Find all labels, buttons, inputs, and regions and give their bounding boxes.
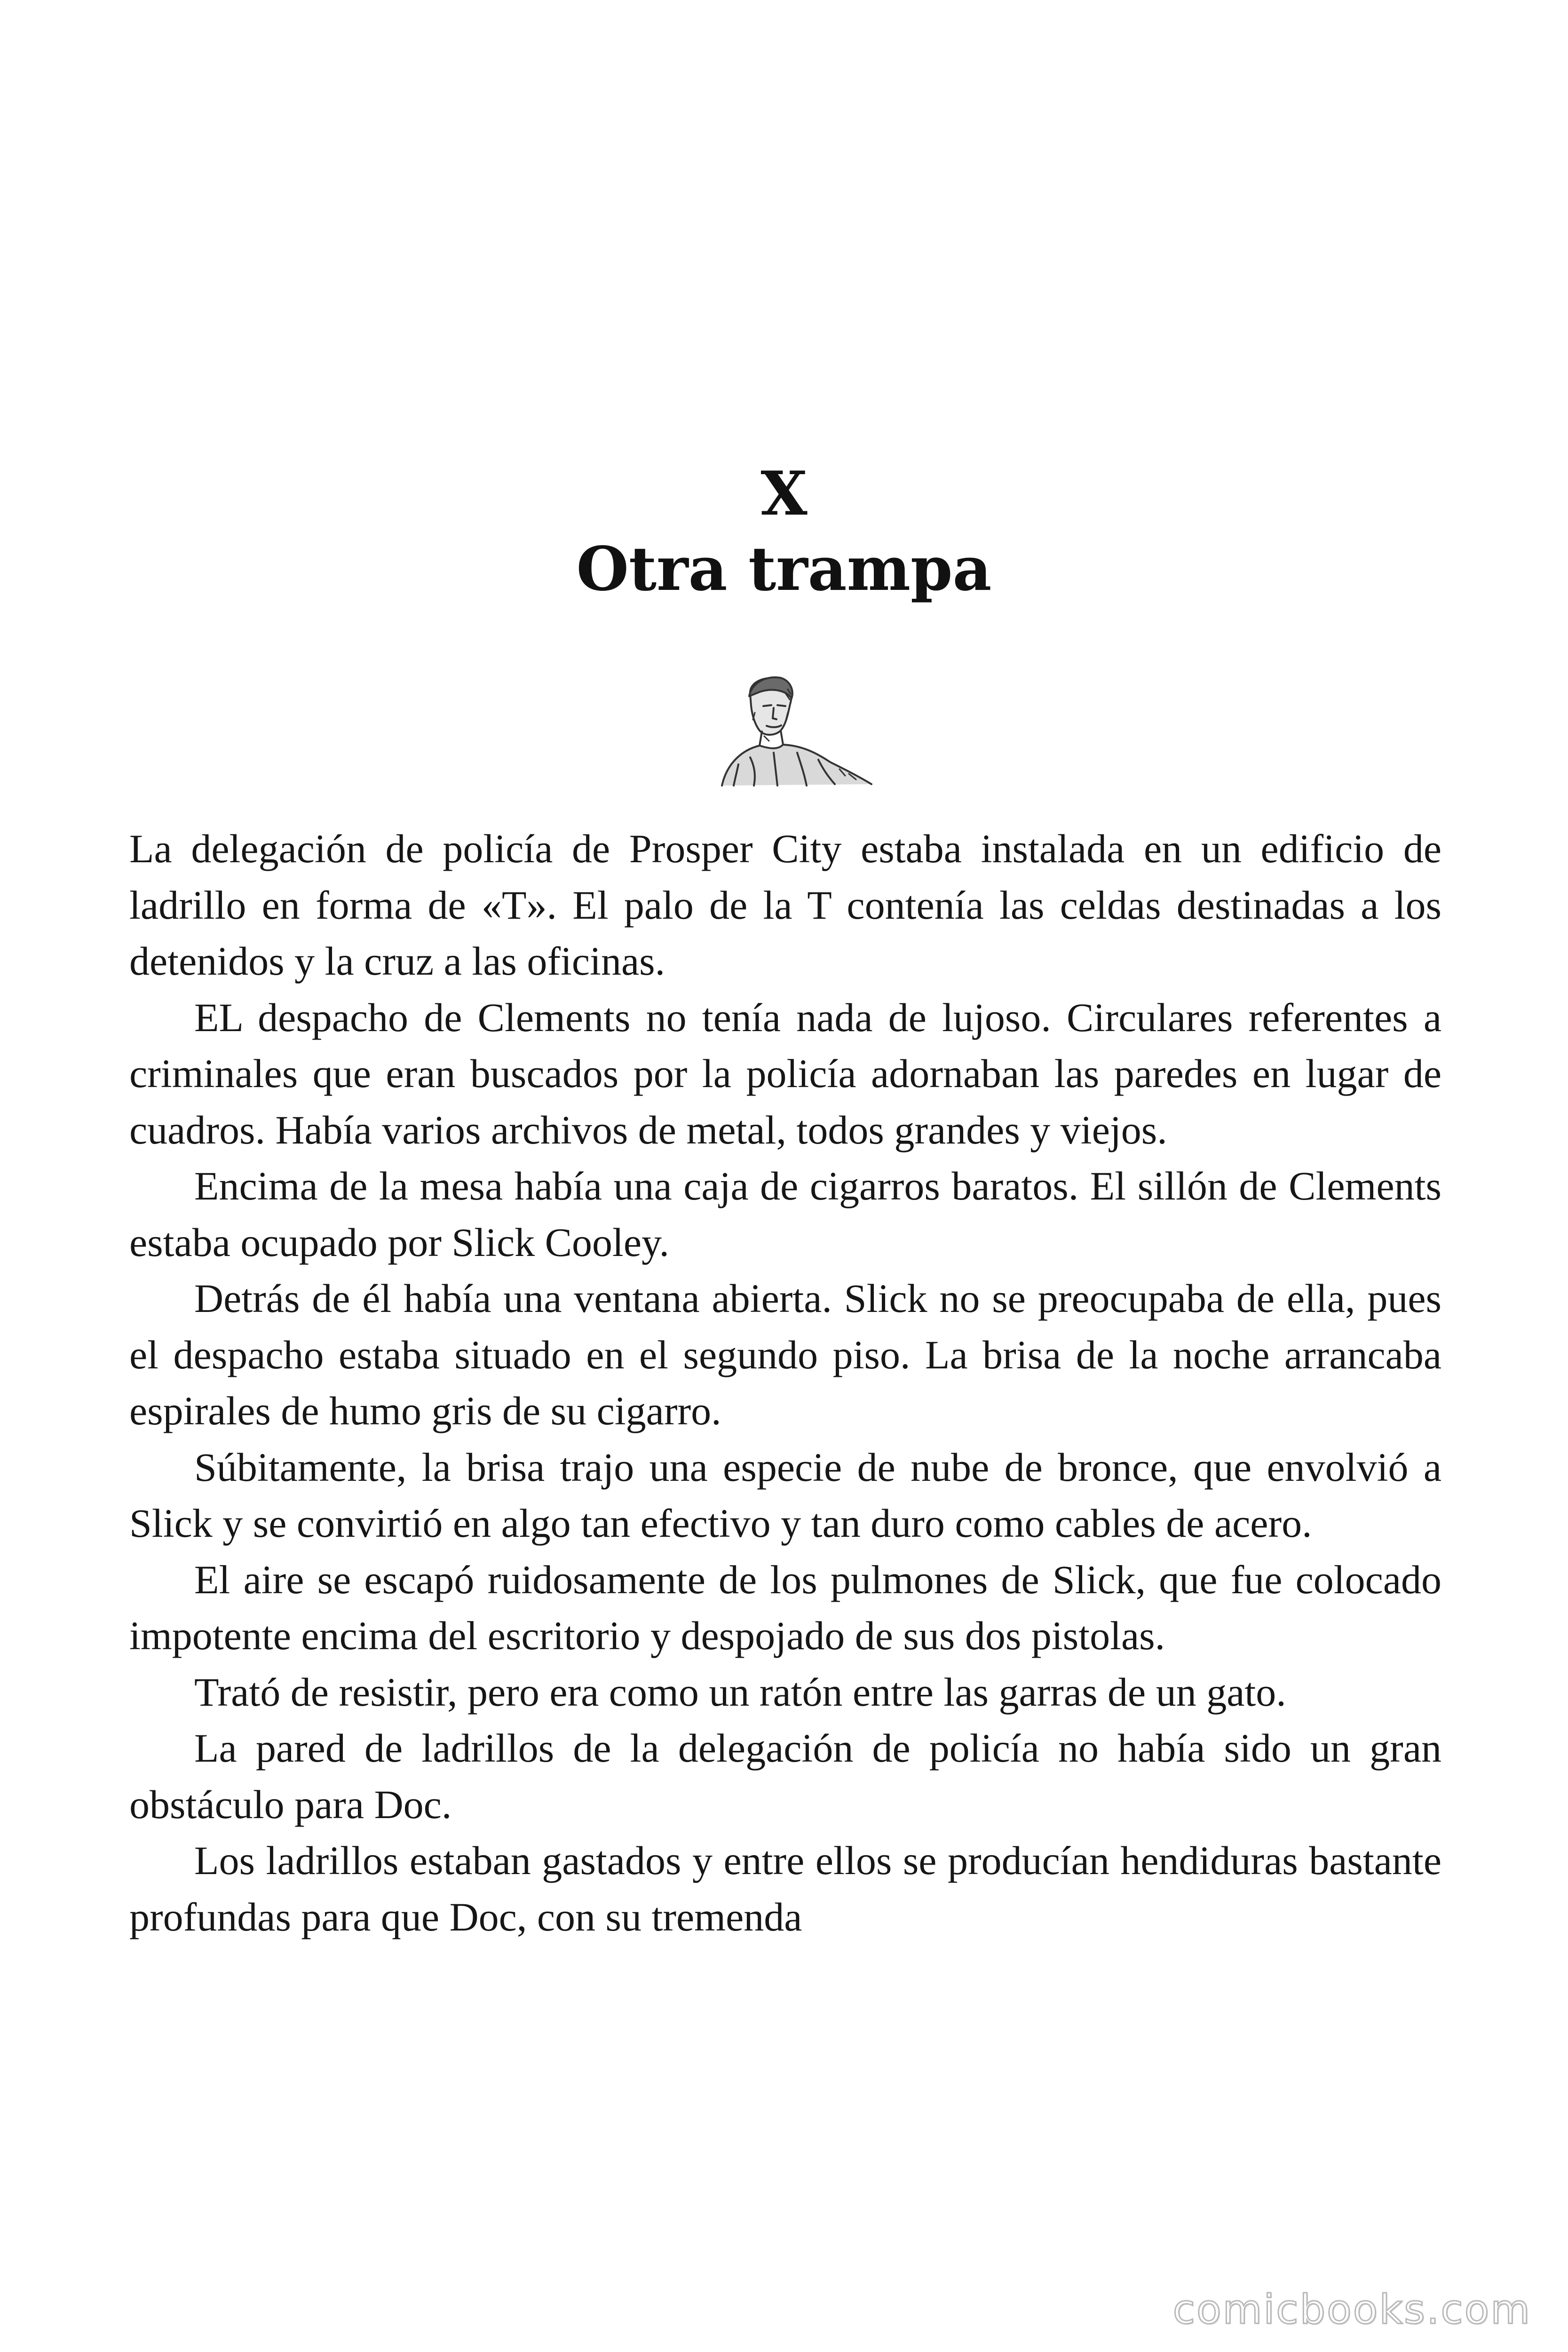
chapter-illustration <box>694 675 875 788</box>
paragraph: El aire se escapó ruidosamente de los pulmones de Slick, que fue colocado impotente encima del escritorio y despojado de sus dos pistolas. <box>129 1557 1441 1658</box>
body-text <box>129 821 1441 1945</box>
chapter-number: X <box>760 459 808 529</box>
watermark: comicbooks.com <box>1172 2286 1531 2333</box>
paragraph: Detrás de él había una ventana abierta. Slick no se preocupaba de ella, pues el despacho estaba situado en el segundo piso. La brisa de la noche arrancaba espirales de humo gris de su cigarro. <box>129 1276 1441 1433</box>
paragraph: Trató de resistir, pero era como un ratón entre las garras de un gato. <box>194 1669 1286 1715</box>
paragraph: EL despacho de Clements no tenía nada de lujoso. Circulares referentes a criminales que eran buscados por la policía adornaban las paredes en lugar de cuadros. Había varios archivos de metal, todos grandes y viejos. <box>129 994 1441 1152</box>
paragraph: Encima de la mesa había una caja de cigarros baratos. El sillón de Clements estaba ocupado por Slick Cooley. <box>129 1163 1441 1265</box>
paragraph: La delegación de policía de Prosper City estaba instalada en un edificio de ladrillo en forma de «T». El palo de la T contenía las celdas destinadas a los detenidos y la cruz a las oficinas. <box>129 826 1441 984</box>
chapter-title: Otra trampa <box>576 534 992 604</box>
paragraph: Súbitamente, la brisa trajo una especie de nube de bronce, que envolvió a Slick y se convirtió en algo tan efectivo y tan duro como cables de acero. <box>129 1444 1441 1546</box>
paragraph: La pared de ladrillos de la delegación de policía no había sido un gran obstáculo para Doc. <box>129 1725 1441 1827</box>
paragraph: Los ladrillos estaban gastados y entre ellos se producían hendiduras bastante profundas para que Doc, con su tremenda <box>129 1838 1441 1939</box>
